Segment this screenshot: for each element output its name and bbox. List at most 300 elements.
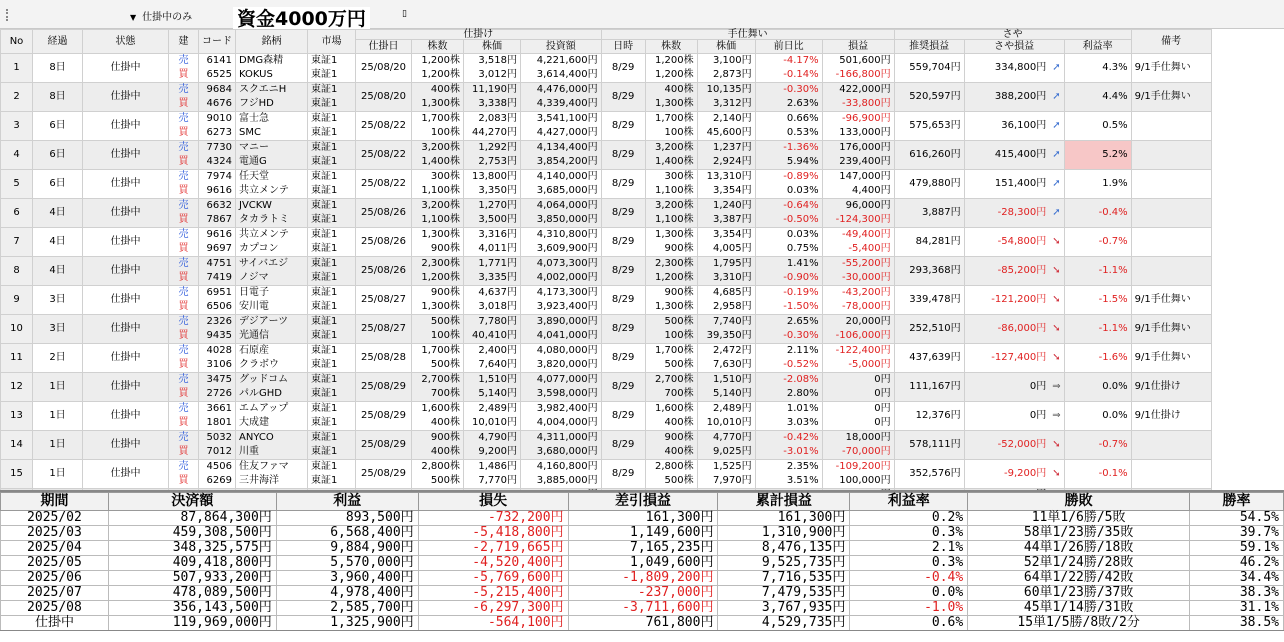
investment: 3,541,100円 — [536, 113, 598, 124]
profit-loss: 0円 — [874, 417, 891, 428]
market-name-cell — [308, 141, 356, 170]
side-label: 買 — [178, 475, 189, 486]
market-name-cell — [308, 315, 356, 344]
exit-price: 7,970円 — [712, 475, 752, 486]
entry-qty-cell — [412, 402, 464, 431]
exit-price: 2,873円 — [712, 69, 752, 80]
entry-qty: 1,600株 — [421, 403, 460, 414]
elapsed-days: 4日 — [33, 228, 83, 257]
market-name: 東証1 — [311, 113, 338, 124]
exit-date: 8/29 — [601, 402, 645, 431]
day-change: 2.63% — [786, 98, 819, 109]
col-header[interactable]: 損益 — [822, 40, 894, 54]
exit-price: 10,135円 — [706, 84, 752, 95]
exit-qty-cell — [645, 286, 697, 315]
position-row[interactable] — [1, 315, 1212, 344]
exit-price: 4,005円 — [712, 243, 752, 254]
stock-code-cell — [199, 199, 236, 228]
status-text: 仕掛中 — [83, 170, 169, 199]
side-label-cell — [169, 286, 199, 315]
entry-qty: 400株 — [430, 417, 460, 428]
stock-name-cell — [236, 170, 308, 199]
summary-period: 2025/03 — [1, 526, 109, 541]
exit-price-cell — [697, 54, 755, 83]
profit-loss: -33,800円 — [842, 98, 891, 109]
position-row[interactable] — [1, 112, 1212, 141]
side-label: 売 — [178, 84, 189, 95]
profit-loss-cell — [822, 54, 894, 83]
side-label-cell — [169, 315, 199, 344]
profit-loss: 0円 — [874, 403, 891, 414]
side-label: 売 — [178, 200, 189, 211]
col-header[interactable]: 推奨損益 — [894, 40, 964, 54]
day-change: -0.90% — [783, 272, 819, 283]
stock-code: 3475 — [206, 374, 232, 385]
summary-col-header[interactable]: 利益率 — [850, 493, 968, 511]
status-text: 仕掛中 — [83, 141, 169, 170]
summary-row[interactable] — [1, 541, 1284, 556]
market-name: 東証1 — [311, 200, 338, 211]
col-header[interactable]: さや損益 — [964, 40, 1064, 54]
market-name: 東証1 — [311, 403, 338, 414]
stock-code: 4028 — [206, 345, 232, 356]
entry-qty-cell — [412, 373, 464, 402]
day-change-cell — [755, 83, 822, 112]
entry-date: 25/08/20 — [356, 54, 412, 83]
market-name: 東証1 — [311, 142, 338, 153]
exit-date: 8/29 — [601, 199, 645, 228]
stock-code-cell — [199, 344, 236, 373]
position-row[interactable] — [1, 170, 1212, 199]
entry-qty: 300株 — [430, 171, 460, 182]
row-number: 13 — [1, 402, 33, 431]
stock-name: DMG森精 — [239, 55, 284, 66]
day-change: 2.65% — [786, 316, 819, 327]
stock-code: 6273 — [206, 127, 232, 138]
investment: 3,923,400円 — [536, 301, 598, 312]
entry-date: 25/08/26 — [356, 228, 412, 257]
profit-loss: 147,000円 — [839, 171, 891, 182]
entry-price-cell — [464, 431, 521, 460]
summary-row[interactable] — [1, 556, 1284, 571]
col-header[interactable]: 仕掛日 — [356, 40, 412, 54]
col-header[interactable]: 株数 — [645, 40, 697, 54]
col-header[interactable]: 株数 — [412, 40, 464, 54]
entry-qty: 1,200株 — [421, 55, 460, 66]
investment-cell — [521, 344, 602, 373]
entry-qty: 1,300株 — [421, 98, 460, 109]
col-header[interactable]: 状態 — [83, 30, 169, 54]
col-header[interactable]: 建 — [169, 30, 199, 54]
entry-price: 2,753円 — [478, 156, 517, 167]
entry-qty: 1,300株 — [421, 229, 460, 240]
investment: 3,680,000円 — [536, 446, 598, 457]
day-change: 2.80% — [786, 388, 819, 399]
entry-qty-cell — [412, 228, 464, 257]
summary-row[interactable] — [1, 511, 1284, 526]
row-number: 11 — [1, 344, 33, 373]
trend-up-icon: ➚ — [1052, 178, 1061, 189]
exit-price: 45,600円 — [706, 127, 752, 138]
stock-code: 5032 — [206, 432, 232, 443]
stock-name-cell — [236, 286, 308, 315]
summary-settlement-amount: 87,864,300円 — [108, 511, 276, 526]
trend-up-icon: ➚ — [1052, 62, 1061, 73]
market-name-cell — [308, 228, 356, 257]
entry-qty: 700株 — [430, 388, 460, 399]
col-header[interactable]: 銘柄 — [236, 30, 308, 54]
summary-profit: 4,978,400円 — [276, 586, 418, 601]
summary-profit-rate: -0.4% — [850, 571, 968, 586]
exit-qty-cell — [645, 402, 697, 431]
side-label: 売 — [178, 345, 189, 356]
status-text: 仕掛中 — [83, 199, 169, 228]
exit-date: 8/29 — [601, 286, 645, 315]
position-row[interactable] — [1, 286, 1212, 315]
summary-body — [1, 511, 1284, 631]
stock-name: JVCKW — [239, 200, 272, 211]
col-header[interactable]: 日時 — [601, 40, 645, 54]
entry-price: 7,640円 — [478, 359, 517, 370]
summary-settlement-amount: 356,143,500円 — [108, 601, 276, 616]
investment-cell — [521, 402, 602, 431]
summary-cumulative-pl: 7,479,535円 — [718, 586, 850, 601]
side-label-cell — [169, 141, 199, 170]
position-row[interactable] — [1, 83, 1212, 112]
stock-code: 6141 — [206, 55, 232, 66]
stock-code: 7867 — [206, 214, 232, 225]
profit-loss: -5,400円 — [848, 243, 891, 254]
summary-col-header[interactable]: 差引損益 — [568, 493, 718, 511]
elapsed-days: 1日 — [33, 373, 83, 402]
spread-pl-cell — [964, 431, 1064, 460]
profit-loss-cell — [822, 199, 894, 228]
profit-loss: 0円 — [874, 374, 891, 385]
toolbar-grip[interactable] — [6, 9, 9, 21]
col-header[interactable]: 経過 — [33, 30, 83, 54]
col-header[interactable]: 株価 — [464, 40, 521, 54]
stock-code-cell — [199, 460, 236, 489]
summary-loss: -5,418,800円 — [418, 526, 568, 541]
summary-row[interactable] — [1, 601, 1284, 616]
summary-col-header[interactable]: 期間 — [1, 493, 109, 511]
summary-settlement-amount: 409,418,800円 — [108, 556, 276, 571]
profit-loss: -96,900円 — [842, 113, 891, 124]
spread-pl: 36,100円 — [1001, 120, 1047, 131]
side-label: 買 — [178, 417, 189, 428]
summary-row[interactable] — [1, 616, 1284, 631]
profit-loss: 239,400円 — [839, 156, 891, 167]
entry-price: 1,771円 — [478, 258, 517, 269]
stock-name-cell — [236, 460, 308, 489]
profit-loss: -124,300円 — [835, 214, 891, 225]
col-header[interactable]: 前日比 — [755, 40, 822, 54]
spread-pl: 151,400円 — [994, 178, 1047, 189]
stock-code-cell — [199, 373, 236, 402]
trend-up-icon: ➚ — [1052, 91, 1061, 102]
market-name: 東証1 — [311, 316, 338, 327]
investment-cell — [521, 228, 602, 257]
market-name: 東証1 — [311, 287, 338, 298]
entry-qty-cell — [412, 54, 464, 83]
summary-row[interactable] — [1, 526, 1284, 541]
exit-qty: 3,200株 — [654, 200, 694, 211]
side-label: 買 — [178, 127, 189, 138]
market-name-cell — [308, 431, 356, 460]
exit-qty: 500株 — [664, 359, 694, 370]
day-change: 0.75% — [786, 243, 819, 254]
entry-qty: 900株 — [430, 287, 460, 298]
stock-code: 2326 — [206, 316, 232, 327]
col-header[interactable]: 利益率 — [1064, 40, 1131, 54]
summary-row[interactable] — [1, 586, 1284, 601]
stock-name: フジHD — [239, 98, 274, 109]
entry-price: 1,292円 — [478, 142, 517, 153]
side-label-cell — [169, 54, 199, 83]
summary-win-rate: 59.1% — [1190, 541, 1284, 556]
stock-name: 富士急 — [239, 113, 269, 124]
summary-col-header[interactable]: 利益 — [276, 493, 418, 511]
entry-date: 25/08/22 — [356, 141, 412, 170]
summary-col-header[interactable]: 損失 — [418, 493, 568, 511]
day-change: 1.41% — [786, 258, 819, 269]
spread-pl-cell — [964, 83, 1064, 112]
stock-name: 任天堂 — [239, 171, 269, 182]
entry-price: 1,510円 — [478, 374, 517, 385]
note-text: 9/1仕掛け — [1131, 373, 1211, 402]
side-label: 売 — [178, 287, 189, 298]
exit-qty: 2,300株 — [654, 258, 694, 269]
investment-cell — [521, 54, 602, 83]
stock-code-cell — [199, 315, 236, 344]
position-row[interactable] — [1, 257, 1212, 286]
profit-loss-cell — [822, 344, 894, 373]
summary-col-header[interactable]: 決済額 — [108, 493, 276, 511]
profit-loss-cell — [822, 431, 894, 460]
status-text: 仕掛中 — [83, 460, 169, 489]
position-row[interactable] — [1, 199, 1212, 228]
exit-price: 2,489円 — [712, 403, 752, 414]
side-label-cell — [169, 460, 199, 489]
profit-loss: 100,000円 — [839, 475, 891, 486]
elapsed-days: 6日 — [33, 170, 83, 199]
entry-price-cell — [464, 141, 521, 170]
side-label: 売 — [178, 113, 189, 124]
recommended-pl: 575,653円 — [894, 112, 964, 141]
summary-loss: -5,215,400円 — [418, 586, 568, 601]
entry-date: 25/08/22 — [356, 112, 412, 141]
col-header[interactable]: コード — [199, 30, 236, 54]
group-header-spread: さや — [894, 30, 1131, 40]
stock-name: SMC — [239, 127, 261, 138]
spread-pl-cell — [964, 315, 1064, 344]
col-header[interactable]: 株価 — [697, 40, 755, 54]
profit-loss-cell — [822, 83, 894, 112]
summary-row[interactable] — [1, 571, 1284, 586]
recommended-pl: 437,639円 — [894, 344, 964, 373]
stock-code-cell — [199, 54, 236, 83]
investment-cell — [521, 112, 602, 141]
side-label: 売 — [178, 258, 189, 269]
summary-loss: -732,200円 — [418, 511, 568, 526]
summary-col-header[interactable]: 勝敗 — [968, 493, 1190, 511]
position-row[interactable] — [1, 460, 1212, 489]
col-header[interactable]: 投資額 — [521, 40, 602, 54]
trend-down-icon: ➘ — [1052, 468, 1061, 479]
exit-qty: 1,200株 — [654, 55, 694, 66]
stock-name: 日電子 — [239, 287, 269, 298]
side-label: 売 — [178, 55, 189, 66]
investment: 4,077,000円 — [536, 374, 598, 385]
exit-price-cell — [697, 402, 755, 431]
exit-qty: 2,700株 — [654, 374, 694, 385]
trend-down-icon: ➘ — [1052, 352, 1061, 363]
day-change: -0.14% — [783, 69, 819, 80]
exit-price-cell — [697, 228, 755, 257]
summary-profit: 9,884,900円 — [276, 541, 418, 556]
stock-name: タカラトミ — [239, 214, 289, 225]
position-row[interactable] — [1, 431, 1212, 460]
day-change: 1.01% — [786, 403, 819, 414]
summary-win-loss: 11単1/6勝/5敗 — [968, 511, 1190, 526]
recommended-pl: 12,376円 — [894, 402, 964, 431]
investment: 3,850,000円 — [536, 214, 598, 225]
day-change-cell — [755, 373, 822, 402]
day-change-cell — [755, 170, 822, 199]
filter-dropdown[interactable] — [130, 8, 192, 23]
entry-qty-cell — [412, 344, 464, 373]
status-text: 仕掛中 — [83, 402, 169, 431]
spread-pl-cell — [964, 460, 1064, 489]
day-change-cell — [755, 286, 822, 315]
investment: 4,140,000円 — [536, 171, 598, 182]
investment: 4,427,000円 — [536, 127, 598, 138]
exit-qty-cell — [645, 83, 697, 112]
investment-cell — [521, 286, 602, 315]
side-label: 買 — [178, 272, 189, 283]
exit-qty: 3,200株 — [654, 142, 694, 153]
day-change-cell — [755, 54, 822, 83]
profit-loss-cell — [822, 228, 894, 257]
investment: 3,890,000円 — [536, 316, 598, 327]
spread-pl-cell — [964, 286, 1064, 315]
col-header[interactable]: 市場 — [308, 30, 356, 54]
day-change-cell — [755, 402, 822, 431]
profit-loss: 133,000円 — [839, 127, 891, 138]
stock-name: KOKUS — [239, 69, 273, 80]
market-name-cell — [308, 344, 356, 373]
exit-price: 3,354円 — [712, 229, 752, 240]
entry-price: 4,790円 — [478, 432, 517, 443]
position-row[interactable] — [1, 402, 1212, 431]
investment-cell — [521, 373, 602, 402]
investment-cell — [521, 141, 602, 170]
position-row[interactable] — [1, 228, 1212, 257]
exit-qty-cell — [645, 460, 697, 489]
investment: 4,160,800円 — [536, 461, 598, 472]
spread-pl: -52,000円 — [997, 439, 1047, 450]
summary-win-rate: 38.5% — [1190, 616, 1284, 631]
position-row[interactable] — [1, 141, 1212, 170]
investment: 4,221,600円 — [536, 55, 598, 66]
group-header-note[interactable]: 備考 — [1131, 30, 1211, 54]
trend-up-icon: ➚ — [1052, 149, 1061, 160]
profit-rate: -1.1% — [1064, 315, 1131, 344]
investment-cell — [521, 460, 602, 489]
summary-settlement-amount: 348,325,575円 — [108, 541, 276, 556]
profit-loss: -106,000円 — [835, 330, 891, 341]
entry-price-cell — [464, 460, 521, 489]
row-number: 15 — [1, 460, 33, 489]
position-row[interactable] — [1, 373, 1212, 402]
summary-profit: 893,500円 — [276, 511, 418, 526]
positions-grid — [0, 29, 1284, 488]
summary-win-loss: 52単1/24勝/28敗 — [968, 556, 1190, 571]
column-group-icon[interactable]: ▯ — [402, 9, 407, 19]
investment: 3,685,000円 — [536, 185, 598, 196]
entry-date: 25/08/27 — [356, 286, 412, 315]
market-name: 東証1 — [311, 330, 338, 341]
stock-name: マニー — [239, 142, 269, 153]
investment: 3,982,400円 — [536, 403, 598, 414]
market-name-cell — [308, 460, 356, 489]
position-row[interactable] — [1, 344, 1212, 373]
elapsed-days: 1日 — [33, 460, 83, 489]
entry-price: 10,010円 — [472, 417, 517, 428]
side-label-cell — [169, 431, 199, 460]
investment: 3,609,900円 — [536, 243, 598, 254]
market-name: 東証1 — [311, 171, 338, 182]
spread-pl: 0円 — [1029, 381, 1047, 392]
note-text — [1131, 431, 1211, 460]
exit-price: 2,140円 — [712, 113, 752, 124]
investment: 4,310,800円 — [536, 229, 598, 240]
market-name: 東証1 — [311, 359, 338, 370]
entry-qty: 1,100株 — [421, 214, 460, 225]
day-change-cell — [755, 141, 822, 170]
stock-name: 川重 — [239, 446, 259, 457]
entry-price: 44,270円 — [472, 127, 517, 138]
profit-loss: -55,200円 — [842, 258, 891, 269]
col-header[interactable]: No — [1, 30, 33, 54]
profit-loss: 96,000円 — [845, 200, 891, 211]
investment: 3,854,200円 — [536, 156, 598, 167]
status-text: 仕掛中 — [83, 257, 169, 286]
summary-col-header[interactable]: 勝率 — [1190, 493, 1284, 511]
exit-price: 3,387円 — [712, 214, 752, 225]
profit-loss: -166,800円 — [835, 69, 891, 80]
exit-price-cell — [697, 199, 755, 228]
trend-down-icon: ➘ — [1052, 323, 1061, 334]
stock-name-cell — [236, 83, 308, 112]
investment: 4,041,000円 — [536, 330, 598, 341]
trend-down-icon: ➘ — [1052, 236, 1061, 247]
entry-date: 25/08/29 — [356, 402, 412, 431]
day-change: -0.64% — [783, 200, 819, 211]
position-row[interactable] — [1, 54, 1212, 83]
entry-price: 40,410円 — [472, 330, 517, 341]
side-label: 買 — [178, 301, 189, 312]
stock-name: カプコン — [239, 243, 279, 254]
entry-price: 11,190円 — [472, 84, 517, 95]
summary-profit-rate: 0.2% — [850, 511, 968, 526]
entry-price-cell — [464, 373, 521, 402]
exit-price: 3,100円 — [712, 55, 752, 66]
summary-col-header[interactable]: 累計損益 — [718, 493, 850, 511]
market-name: 東証1 — [311, 432, 338, 443]
exit-qty: 2,800株 — [654, 461, 694, 472]
profit-loss-cell — [822, 402, 894, 431]
